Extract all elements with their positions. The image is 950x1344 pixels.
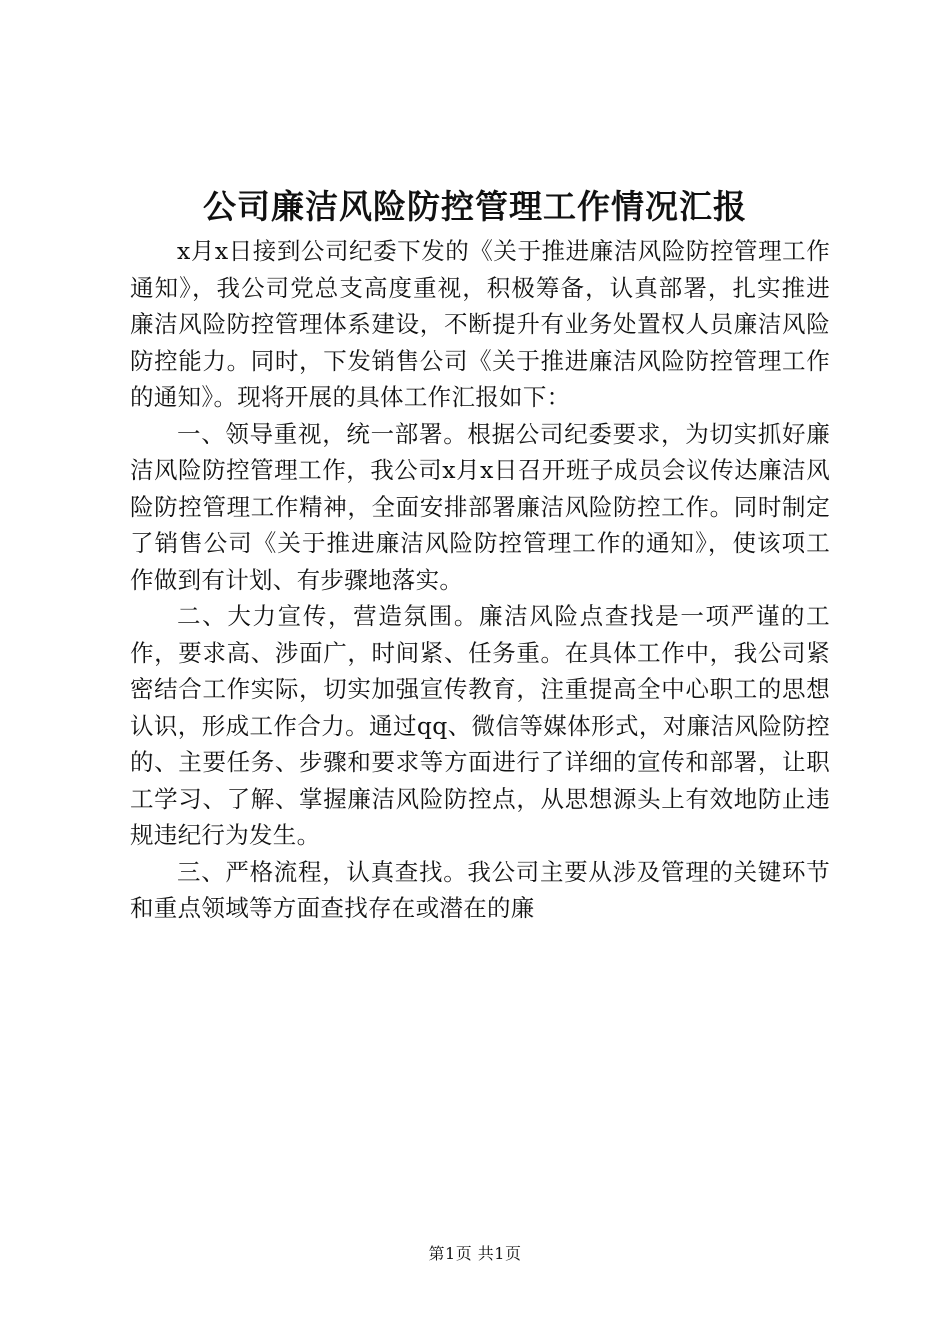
- document-body: [130, 233, 830, 927]
- document-title: 公司廉洁风险防控管理工作情况汇报: [203, 187, 747, 226]
- paragraph-section-3: 三、严格流程，认真查找。我公司主要从涉及管理的关键环节和重点领域等方面查找存在或潜在的廉: [130, 857, 830, 922]
- paragraph-section-2: 二、大力宣传，营造氛围。廉洁风险点查找是一项严谨的工作，要求高、涉面广，时间紧、任务重。在具体工作中，我公司紧密结合工作实际，切实加强宣传教育，注重提高全中心职工的思想认识，形成工作合力。通过qq、微信等媒体形式，对廉洁风险防控的、主要任务、步骤和要求等方面进行了详细的宣传和部署，让职工学习、了解、掌握廉洁风险防控点，从思想源头上有效地防止违规违纪行为发生。: [130, 602, 830, 849]
- page-footer: 第1页 共1页: [428, 1244, 522, 1263]
- paragraph-section-1: 一、领导重视，统一部署。根据公司纪委要求，为切实抓好廉洁风险防控管理工作，我公司x月x日召开班子成员会议传达廉洁风险防控管理工作精神，全面安排部署廉洁风险防控工作。同时制定了销售公司《关于推进廉洁风险防控管理工作的通知》，使该项工作做到有计划、有步骤地落实。: [130, 419, 830, 594]
- paragraph-intro: x月x日接到公司纪委下发的《关于推进廉洁风险防控管理工作通知》，我公司党总支高度重视，积极筹备，认真部署，扎实推进廉洁风险防控管理体系建设，不断提升有业务处置权人员廉洁风险防控能力。同时，下发销售公司《关于推进廉洁风险防控管理工作的通知》。现将开展的具体工作汇报如下：: [130, 237, 830, 411]
